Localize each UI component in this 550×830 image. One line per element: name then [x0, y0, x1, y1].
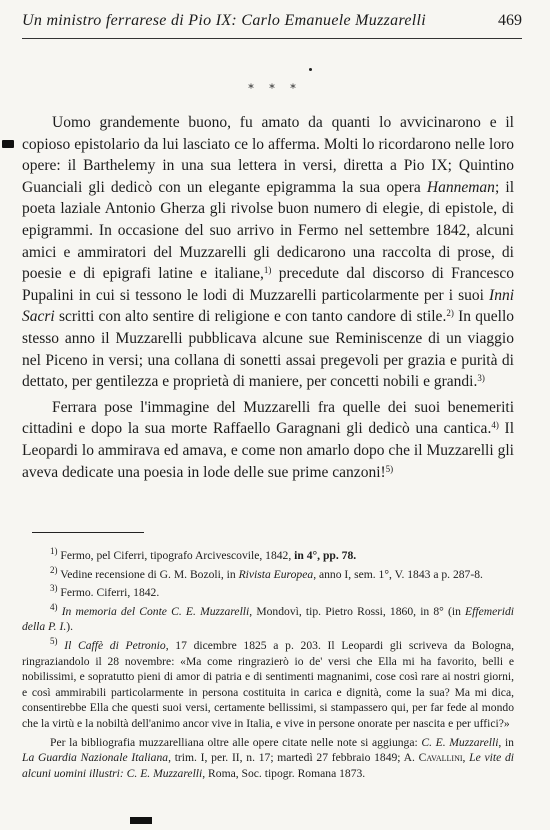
italic-text: C. E. Muzzarelli	[421, 735, 499, 749]
text-run: scritti con alto sentire di religione e con tanto candore di stile.	[54, 308, 447, 326]
print-speck	[309, 68, 312, 71]
note-marker: 1)	[263, 265, 272, 276]
page-number: 469	[498, 12, 522, 29]
text-run: , trim. I, per. II, n. 17; martedì 27 febbraio 1849; A.	[168, 751, 419, 765]
print-bar	[130, 817, 152, 824]
text-run: ,	[462, 751, 470, 765]
text-run: Fermo. Ciferri, 1842.	[57, 586, 160, 600]
body-text	[22, 112, 514, 483]
text-run: ).	[66, 620, 73, 634]
text-run: , anno I, sem. 1°, V. 1843 a p. 287-8.	[313, 567, 483, 581]
bibliography-note	[22, 735, 514, 782]
text-run: , in	[498, 735, 514, 749]
text-run: , Roma, Soc. tipogr. Romana 1873.	[202, 766, 366, 780]
text-run: , 17 dicembre 1825 a p. 203. Il Leopardi gli scriveva da Bologna, ringraziandolo il 28 novembre: «Ma come ringrazierò io de' versi che Ella mi ha favorito, belli e nobilissimi, e sopratutto pieni di amor di patria e di sentimenti magnanimi, cose così rare ai nostri giorni, e così ammirabili particolarmente in persona costituita in carica e dignità, come la sua? Ma mi dica, consentirebbe Ella che questi suoi versi, certamente bellissimi, si stampassero qui, per far fede al mondo che la virtù e la nobiltà dell'animo ancor vive in Italia, e vive in persone onorate per nascita e per uffici?»	[22, 638, 514, 730]
text-run: Per la bibliografia muzzarelliana oltre alle opere citate nelle note si aggiunga:	[50, 735, 422, 749]
italic-text: Le vite di alcuni uomini illustri: C. E. Muzzarelli	[22, 751, 514, 780]
note-marker: 1)	[50, 546, 58, 556]
text-run: Ferrara pose l'immagine del Muzzarelli fra quelle dei suoi benemeriti cittadini e dopo la sua morte Raffaello Garagnani gli dedicò una cantica.	[22, 398, 514, 438]
text-run: Vedine recensione di G. M. Bozoli, in	[57, 567, 239, 581]
italic-text: La Guardia Nazionale Italiana	[22, 751, 169, 765]
footnote	[22, 585, 514, 601]
note-marker: 5)	[385, 463, 394, 474]
margin-mark	[2, 140, 14, 148]
text-run: precedute dal discorso di Francesco Pupalini in cui si tessono le lodi di Muzzarelli particolarmente per i suoi	[22, 265, 514, 304]
note-marker: 4)	[491, 420, 499, 431]
running-title: Un ministro ferrarese di Pio IX: Carlo Emanuele Muzzarelli	[22, 12, 427, 29]
text-run: Fermo, pel Ciferri, tipografo Arcivescovile, 1842,	[57, 549, 295, 562]
note-marker: 3)	[50, 583, 58, 594]
footnote	[22, 564, 514, 583]
note-marker: 2)	[50, 564, 58, 575]
note-marker: 5)	[50, 635, 58, 646]
header-rule	[22, 38, 522, 39]
italic-text: Rivista Europea	[238, 567, 314, 581]
footnote	[22, 635, 514, 732]
italic-text: Hanneman	[426, 178, 495, 196]
paragraph	[22, 397, 514, 483]
text-run: In quello stesso anno il Muzzarelli pubblicava alcune sue Reminiscenze di un viaggio nel Piceno in versi; una collana di sonetti assai pregevoli per grazia e purità di dettato, per gentilezza e proprietà di maniere, per concetti nobili e grandi.	[22, 308, 515, 391]
running-header	[22, 12, 522, 30]
italic-text: In memoria del Conte C. E. Muzzarelli	[61, 604, 250, 618]
footnote-rule	[32, 532, 144, 533]
note-marker: 2)	[446, 308, 454, 319]
text-run: , Mondovì, tip. Pietro Rossi, 1860, in 8° (in	[249, 604, 466, 618]
author-name: Cavallini	[418, 751, 463, 765]
footnote	[22, 548, 514, 564]
note-marker: 4)	[50, 601, 58, 612]
note-marker: 3)	[477, 373, 485, 384]
italic-text: Il Caffè di Petronio	[64, 638, 166, 652]
italic-text: Inni Sacri	[22, 286, 514, 326]
bold-text: in 4°, pp. 78.	[294, 549, 357, 562]
text-run: Il Leopardi lo ammirava ed amava, e come non amarlo dopo che il Muzzarelli gli aveva dedicate una poesia in lode delle sue prime canzoni!	[22, 420, 515, 481]
text-run: ; il poeta laziale Antonio Gherza gli rivolse buon numero di elegie, di epistole, di epigrammi. In occasione del suo arrivo in Fermo nel settembre 1842, alcuni amici e ammiratori del Muzzarelli gli dedicarono una raccolta di prose, di poesie e di epigrafi latine e italiane,	[22, 178, 515, 283]
italic-text: Effemeridi della P. I.	[22, 604, 514, 634]
paragraph	[22, 112, 514, 393]
footnote	[22, 601, 514, 635]
section-separator: * * *	[248, 82, 302, 95]
footnotes	[22, 548, 514, 781]
text-run: Uomo grandemente buono, fu amato da quanti lo avvicinarono e il copioso epistolario da lui lasciato ce lo afferma. Molti lo ricordarono nelle loro opere: il Barthelemy in una sua lettera in versi, diretta a Pio IX; Quintino Guanciali gli dedicò con un elegante epigramma la sua opera	[22, 114, 514, 196]
